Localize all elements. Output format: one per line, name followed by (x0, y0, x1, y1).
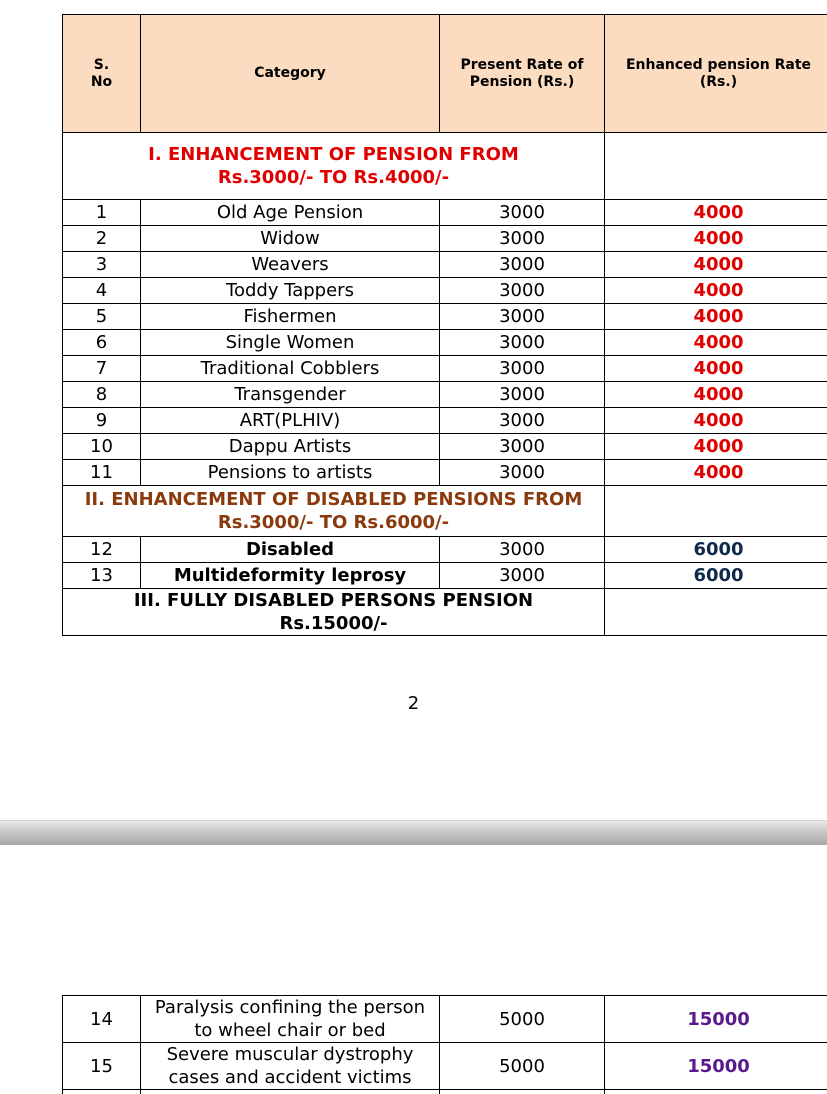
table-row (63, 252, 827, 278)
row-enhanced-rate: 6000 (605, 537, 827, 563)
row-enhanced-rate: 4000 (605, 278, 827, 304)
row-enhanced-rate: 4000 (605, 226, 827, 252)
row-enhanced-rate: 4000 (605, 356, 827, 382)
section-2-row (63, 486, 827, 537)
row-category: Single Women (141, 330, 440, 356)
row-category: Dappu Artists (141, 434, 440, 460)
row-number: 5 (63, 304, 141, 330)
table-row (63, 563, 827, 589)
pension-table (62, 14, 827, 636)
header-category: Category (141, 15, 440, 133)
section-1-blank (605, 133, 827, 200)
row-number: 9 (63, 408, 141, 434)
row-category: Multideformity leprosy (141, 563, 440, 589)
table-row (63, 278, 827, 304)
table-row (63, 200, 827, 226)
row-number: 10 (63, 434, 141, 460)
row-present-rate: 3000 (440, 356, 605, 382)
row-enhanced-rate: 4000 (605, 330, 827, 356)
table-row (63, 356, 827, 382)
section-3-title: III. FULLY DISABLED PERSONS PENSION Rs.15000/- (63, 589, 605, 636)
section-3-row (63, 589, 827, 636)
row-number: 8 (63, 382, 141, 408)
page-number: 2 (407, 693, 420, 714)
section-1-row (63, 133, 827, 200)
row-present-rate: 3000 (440, 408, 605, 434)
row-enhanced-rate: 4000 (605, 252, 827, 278)
table-row (63, 1043, 827, 1090)
table-row (63, 304, 827, 330)
row-number: 14 (63, 996, 141, 1043)
table-row (63, 460, 827, 486)
row-present-rate: 3000 (440, 330, 605, 356)
row-category: Weavers (141, 252, 440, 278)
table-header-row (63, 15, 827, 133)
row-category: Toddy Tappers (141, 278, 440, 304)
row-category: Fishermen (141, 304, 440, 330)
row-number: 15 (63, 1043, 141, 1090)
section-2-rows (63, 537, 827, 589)
row-category: Disabled (141, 537, 440, 563)
row-number: 11 (63, 460, 141, 486)
table-row-partial (63, 1090, 827, 1094)
row-present-rate: 3000 (440, 226, 605, 252)
row-present-rate: 3000 (440, 460, 605, 486)
row-category: Transgender (141, 382, 440, 408)
row-present-rate: 3000 (440, 434, 605, 460)
row-category: Paralysis confining the person to wheel chair or bed (141, 996, 440, 1043)
row-enhanced-rate: 15000 (605, 996, 827, 1043)
row-enhanced-rate: 6000 (605, 563, 827, 589)
table-row (63, 408, 827, 434)
section-3-rows (63, 996, 827, 1090)
section-2-title: II. ENHANCEMENT OF DISABLED PENSIONS FROM Rs.3000/- TO Rs.6000/- (63, 486, 605, 537)
row-present-rate: 5000 (440, 1043, 605, 1090)
page-divider (0, 820, 827, 845)
row-number: 6 (63, 330, 141, 356)
row-enhanced-rate: 4000 (605, 304, 827, 330)
row-present-rate: 5000 (440, 996, 605, 1043)
row-number: 12 (63, 537, 141, 563)
table-row (63, 226, 827, 252)
row-category: Traditional Cobblers (141, 356, 440, 382)
row-enhanced-rate: 4000 (605, 460, 827, 486)
row-enhanced-rate: 4000 (605, 382, 827, 408)
row-number: 1 (63, 200, 141, 226)
row-number: 3 (63, 252, 141, 278)
row-category: Pensions to artists (141, 460, 440, 486)
table-row (63, 996, 827, 1043)
table-row (63, 330, 827, 356)
row-number: 2 (63, 226, 141, 252)
row-present-rate: 3000 (440, 278, 605, 304)
row-enhanced-rate: 4000 (605, 200, 827, 226)
row-present-rate: 3000 (440, 200, 605, 226)
row-number: 4 (63, 278, 141, 304)
row-present-rate: 3000 (440, 382, 605, 408)
section-1-rows (63, 200, 827, 486)
header-sno: S. No (63, 15, 141, 133)
row-category: Severe muscular dystrophy cases and accident victims (141, 1043, 440, 1090)
row-category: Old Age Pension (141, 200, 440, 226)
row-present-rate: 3000 (440, 537, 605, 563)
row-enhanced-rate: 4000 (605, 408, 827, 434)
row-category: Widow (141, 226, 440, 252)
table-row (63, 537, 827, 563)
row-category: ART(PLHIV) (141, 408, 440, 434)
section-1-title: I. ENHANCEMENT OF PENSION FROM Rs.3000/- TO Rs.4000/- (63, 133, 605, 200)
row-present-rate: 3000 (440, 304, 605, 330)
row-number: 13 (63, 563, 141, 589)
section-3-blank (605, 589, 827, 636)
row-enhanced-rate: 4000 (605, 434, 827, 460)
table-row (63, 434, 827, 460)
row-enhanced-rate: 15000 (605, 1043, 827, 1090)
row-present-rate: 3000 (440, 252, 605, 278)
row-number: 7 (63, 356, 141, 382)
row-present-rate: 3000 (440, 563, 605, 589)
table-row (63, 382, 827, 408)
section-2-blank (605, 486, 827, 537)
header-enhanced-rate: Enhanced pension Rate (Rs.) (605, 15, 827, 133)
pension-table-continued (62, 995, 827, 1094)
header-present-rate: Present Rate of Pension (Rs.) (440, 15, 605, 133)
